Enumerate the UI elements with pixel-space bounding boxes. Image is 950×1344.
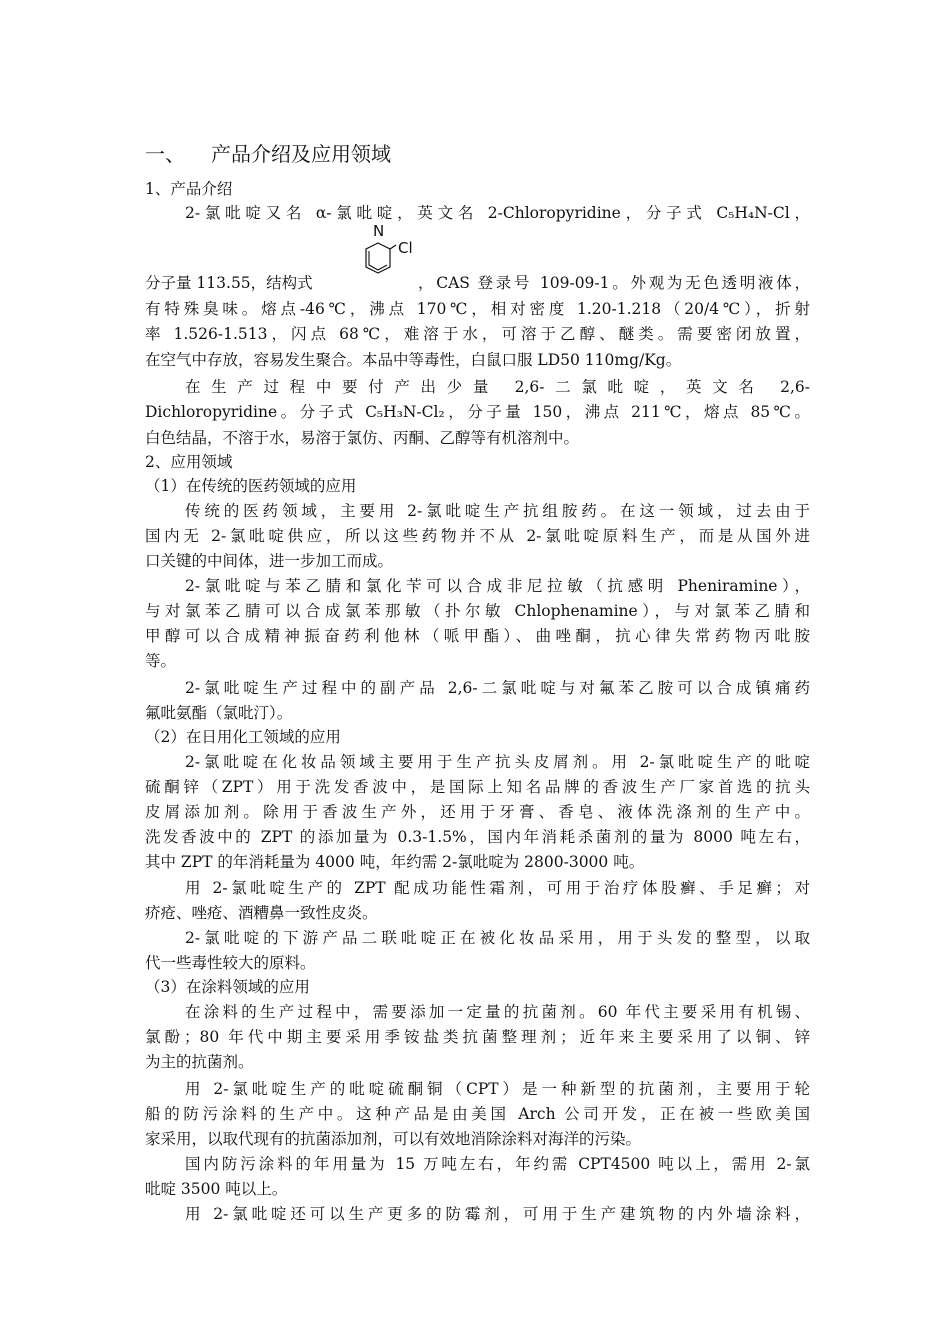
coatings-subheading: （3）在涂料领域的应用 [145,978,310,996]
paragraph-line: 用 2-氯吡啶生产的吡啶硫酮铜（CPT）是一种新型的抗菌剂，主要用于轮 [185,1080,810,1098]
paragraph-line: 口关键的中间体，进一步加工而成。 [145,552,394,570]
structural-formula-image [358,226,418,288]
section-number: 一、 [145,142,185,166]
paragraph-line: 为主的抗菌剂。 [145,1053,254,1071]
paragraph-line: 国内防污涂料的年用量为 15 万吨左右，年约需 CPT4500 吨以上，需用 2-氯 [185,1155,810,1173]
paragraph-line: 疥疮、唑疮、酒糟鼻一致性皮炎。 [145,904,378,922]
paragraph-line: 用 2-氯吡啶还可以生产更多的防霉剂，可用于生产建筑物的内外墙涂料， [185,1205,810,1223]
paragraph-line: 皮屑添加剂。除用于香波生产外，还用于牙膏、香皂、液体洗涤剂的生产中。 [145,803,810,821]
paragraph-line: 甲醇可以合成精神振奋药利他林（哌甲酯）、曲唑酮，抗心律失常药物丙吡胺 [145,627,810,645]
paragraph-line: 在生产过程中要付产出少量 2,6-二氯吡啶，英文名 2,6- [185,378,810,396]
section-title-text: 产品介绍及应用领域 [211,142,391,166]
structure-atom-n: N [373,222,385,240]
paragraph-line: 2-氯吡啶与苯乙腈和氯化苄可以合成非尼拉敏（抗感明 Pheniramine）， [185,577,810,595]
paragraph-line: 船的防污涂料的生产中。这种产品是由美国 Arch 公司开发，正在被一些欧美国 [145,1105,810,1123]
paragraph-line: 吡啶 3500 吨以上。 [145,1180,288,1198]
paragraph-line: 用 2-氯吡啶生产的 ZPT 配成功能性霜剂，可用于治疗体股癣、手足癣；对 [185,879,810,897]
paragraph-line: Dichloropyridine。分子式 C₅H₃N-Cl₂，分子量 150，沸点 211℃，熔点 85℃。 [145,403,810,421]
paragraph-line: 2-氯吡啶生产过程中的副产品 2,6-二氯吡啶与对氟苯乙胺可以合成镇痛药 [185,679,810,697]
paragraph-line: ，CAS 登录号 109-09-1。外观为无色透明液体， [418,274,810,292]
paragraph-line: 2-氯吡啶在化妆品领域主要用于生产抗头皮屑剂。用 2-氯吡啶生产的吡啶 [185,753,810,771]
paragraph-line: 与对氯苯乙腈可以合成氯苯那敏（扑尔敏 Chlophenamine），与对氯苯乙腈和 [145,602,810,620]
paragraph-line: 洗发香波中的 ZPT 的添加量为 0.3-1.5%，国内年消耗杀菌剂的量为 8000 吨左右， [145,828,810,846]
paragraph-line: 在空气中存放，容易发生聚合。本品中等毒性，白鼠口服 LD50 110mg/Kg。 [145,351,682,369]
paragraph-line: 有特殊臭味。熔点-46℃，沸点 170℃，相对密度 1.20-1.218（20/4℃），折射 [145,300,810,318]
pharma-subheading: （1）在传统的医药领域的应用 [145,477,357,495]
paragraph-line: 氯酚；80 年代中期主要采用季铵盐类抗菌整理剂；近年来主要采用了以铜、锌 [145,1028,810,1046]
product-intro-heading: 1、产品介绍 [145,180,233,198]
paragraph-line: 传统的医药领域，主要用 2-氯吡啶生产抗组胺药。在这一领域，过去由于 [185,502,810,520]
paragraph-line: 氟吡氨酯（氯吡汀）。 [145,704,293,722]
applications-heading: 2、应用领域 [145,453,233,471]
paragraph-line: 代一些毒性较大的原料。 [145,954,316,972]
paragraph-line: 2-氯吡啶的下游产品二联吡啶正在被化妆品采用，用于头发的整型，以取 [185,929,810,947]
paragraph-line: 2-氯吡啶又名 α-氯吡啶，英文名 2-Chloropyridine，分子式 C₅H₄N-Cl， [185,204,810,222]
paragraph-line: 率 1.526-1.513，闪点 68℃，难溶于水，可溶于乙醇、醚类。需要密闭放置， [145,325,810,343]
paragraph-line: 其中 ZPT 的年消耗量为 4000 吨，年约需 2-氯吡啶为 2800-3000 吨。 [145,853,645,871]
paragraph-line: 家采用，以取代现有的抗菌添加剂，可以有效地消除涂料对海洋的污染。 [145,1130,642,1148]
paragraph-line: 硫酮锌（ZPT）用于洗发香波中，是国际上知名品牌的香波生产厂家首选的抗头 [145,778,810,796]
cosmetics-subheading: （2）在日用化工领域的应用 [145,728,341,746]
paragraph-line: 分子量 113.55，结构式 [145,274,313,292]
structure-atom-cl: Cl [398,239,413,257]
paragraph-line: 等。 [145,652,177,670]
paragraph-line: 白色结晶，不溶于水，易溶于氯仿、丙酮、乙醇等有机溶剂中。 [145,429,580,447]
paragraph-line: 在涂料的生产过程中，需要添加一定量的抗菌剂。60 年代主要采用有机锡、 [185,1003,810,1021]
paragraph-line: 国内无 2-氯吡啶供应，所以这些药物并不从 2-氯吡啶原料生产，而是从国外进 [145,527,810,545]
section-title [145,140,391,168]
